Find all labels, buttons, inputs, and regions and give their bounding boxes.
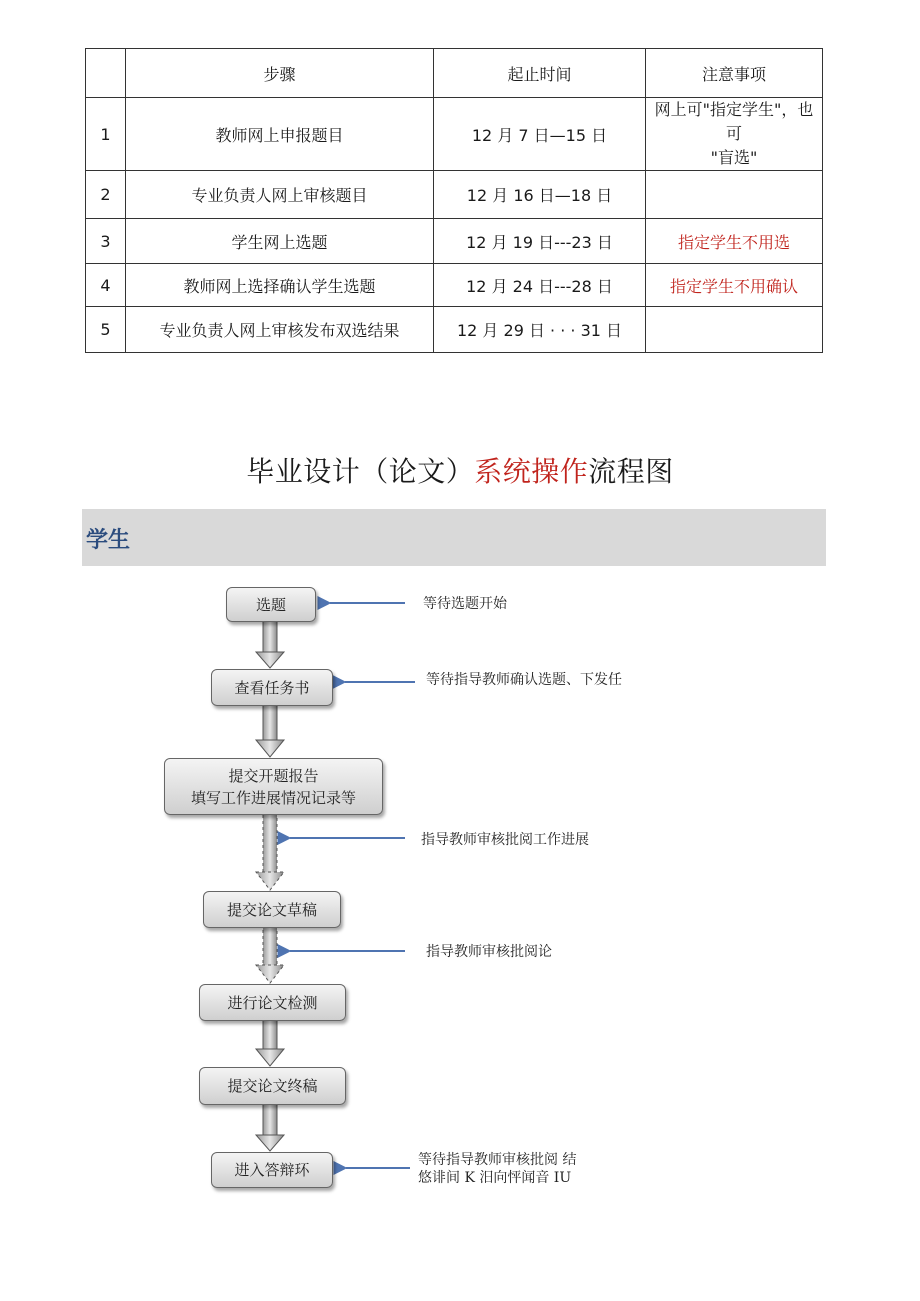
row-step: 专业负责人网上审核发布双选结果 (126, 307, 434, 353)
flow-note-line-2: 悠诽间 K 汨向怦闻音 IU (418, 1170, 572, 1186)
title-part2: 系统操作 (474, 455, 589, 488)
down-arrow-icon (256, 620, 284, 668)
row-note-line1: 网上可"指定学生"，也可 (654, 100, 814, 143)
flow-note (423, 595, 507, 613)
down-arrow-icon (256, 705, 284, 757)
row-number: 5 (86, 307, 126, 353)
down-arrow-icon (256, 1104, 284, 1151)
flow-step-label-2: 填写工作进展情况记录等 (190, 788, 356, 807)
flow-step-label: 提交论文草稿 (226, 900, 317, 919)
flow-step-label: 提交论文终稿 (227, 1077, 318, 1095)
flow-note (426, 671, 622, 689)
flow-note-line: 等待指导教师审核批阅 结 (418, 1152, 577, 1168)
row-number: 2 (86, 171, 126, 219)
flow-note (421, 831, 589, 849)
row-time: 12 月 7 日—15 日 (434, 98, 646, 171)
flow-step-draft (203, 891, 341, 928)
row-note: 指定学生不用确认 (646, 264, 823, 307)
flow-step-select-topic (226, 587, 316, 622)
flow-note-line: 指导教师审核批阅工作进展 (421, 832, 589, 848)
title-part1: 毕业设计（论文） (246, 455, 475, 488)
flow-note-line: 等待指导教师确认选题、下发任 (426, 672, 622, 688)
flow-step-view-task (211, 669, 333, 706)
row-time: 12 月 19 日---23 日 (434, 219, 646, 264)
flow-note (418, 1151, 576, 1187)
flow-note (426, 943, 552, 961)
flow-step-label: 进入答辩环 (234, 1161, 310, 1179)
dashed-down-arrow-icon (256, 814, 284, 890)
header-step: 步骤 (126, 49, 434, 98)
row-time: 12 月 16 日—18 日 (434, 171, 646, 219)
row-time: 12 月 29 日 · · · 31 日 (434, 307, 646, 353)
dashed-down-arrow-icon (256, 927, 284, 983)
flow-note-line: 等待选题开始 (423, 596, 507, 612)
flow-step-defense (211, 1152, 333, 1188)
flow-step-final (199, 1067, 346, 1105)
row-note-line2: "盲选" (710, 148, 758, 167)
header-notes: 注意事项 (646, 49, 823, 98)
flow-step-label: 进行论文检测 (227, 993, 318, 1012)
row-time: 12 月 24 日---28 日 (434, 264, 646, 307)
title-part3: 流程图 (588, 455, 674, 488)
down-arrow-icon (256, 1019, 284, 1066)
flow-step-label: 选题 (255, 595, 286, 614)
flow-step-check (199, 984, 346, 1021)
row-number: 1 (86, 98, 126, 171)
flow-step-label: 查看任务书 (234, 678, 310, 697)
flow-step-proposal (164, 758, 383, 815)
flow-step-label: 提交开题报告 (228, 766, 319, 785)
row-step: 教师网上申报题目 (126, 98, 434, 171)
row-step: 教师网上选择确认学生选题 (126, 264, 434, 307)
row-step: 学生网上选题 (126, 219, 434, 264)
header-time: 起止时间 (434, 49, 646, 98)
row-step: 专业负责人网上审核题目 (126, 171, 434, 219)
row-note: 指定学生不用选 (646, 219, 823, 264)
section-label: 学生 (86, 528, 131, 553)
row-number: 4 (86, 264, 126, 307)
row-number: 3 (86, 219, 126, 264)
flow-note-line: 指导教师审核批阅论 (426, 944, 552, 960)
